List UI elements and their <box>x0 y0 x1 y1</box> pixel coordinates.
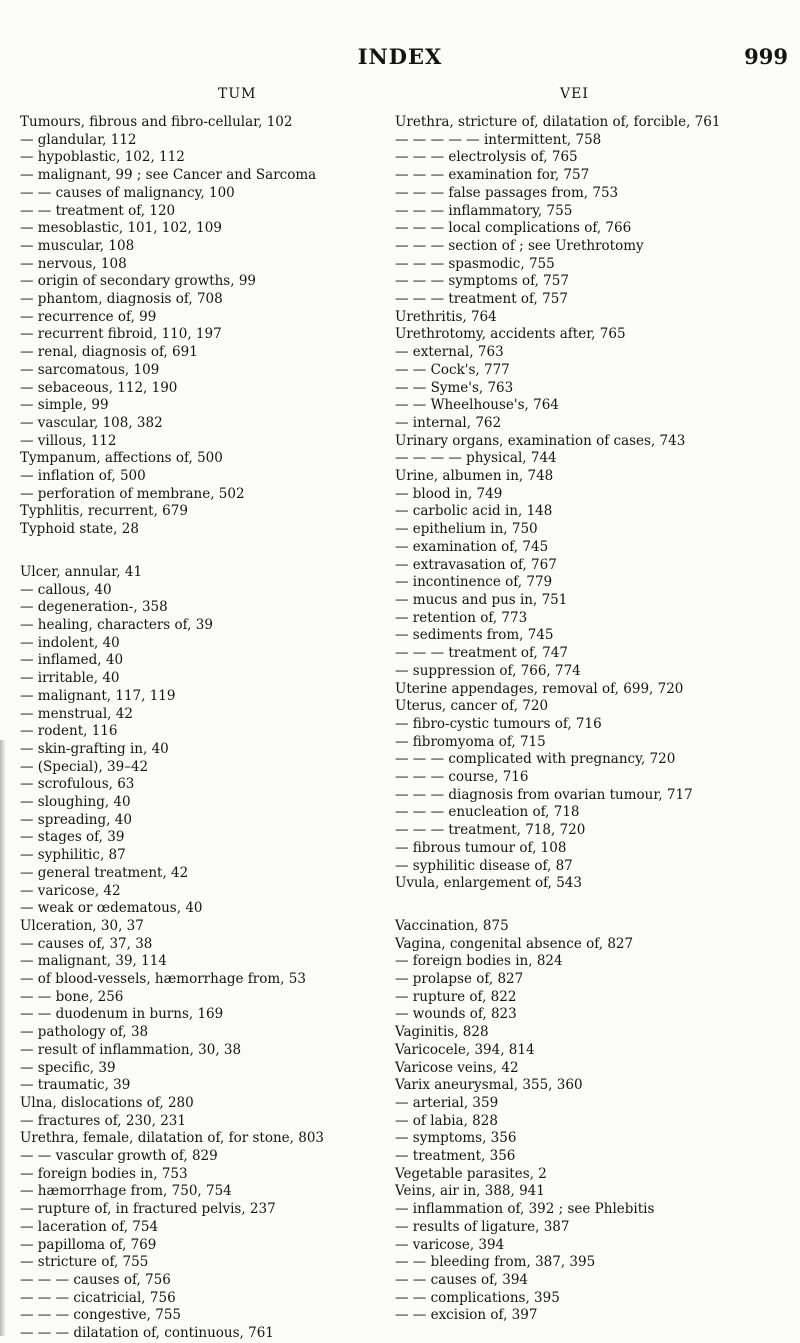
index-entry: — mesoblastic, 101, 102, 109 <box>20 220 222 237</box>
index-entry: — villous, 112 <box>20 432 117 449</box>
index-entry: — — causes of malignancy, 100 <box>20 184 235 201</box>
index-entry: Veins, air in, 388, 941 <box>395 1183 545 1200</box>
index-entry: — of labia, 828 <box>395 1112 498 1129</box>
index-entry: — — — congestive, 755 <box>20 1307 182 1324</box>
index-entry: — — Wheelhouse's, 764 <box>395 397 559 414</box>
index-entry: — varicose, 42 <box>20 882 121 899</box>
index-entry: — — — symptoms of, 757 <box>395 273 569 290</box>
index-entry: — — excision of, 397 <box>395 1307 538 1324</box>
index-entry: — — treatment of, 120 <box>20 202 176 219</box>
left-column-head: TUM <box>218 86 257 102</box>
index-entry: — blood in, 749 <box>395 485 503 502</box>
index-entry: — degeneration-, 358 <box>20 599 168 616</box>
index-entry: Urethrotomy, accidents after, 765 <box>395 326 626 343</box>
index-entry: — rupture of, 822 <box>395 988 517 1005</box>
index-entry: — rodent, 116 <box>20 723 118 740</box>
index-entry: — retention of, 773 <box>395 609 528 626</box>
index-entry: — — — — physical, 744 <box>395 450 557 467</box>
index-entry: Tympanum, affections of, 500 <box>20 450 223 467</box>
page-edge-shadow <box>0 740 6 1336</box>
index-entry: — — — — — intermittent, 758 <box>395 131 602 148</box>
index-entry: — suppression of, 766, 774 <box>395 662 581 679</box>
index-entry: — (Special), 39–42 <box>20 758 149 775</box>
index-entry: — vascular, 108, 382 <box>20 414 163 431</box>
index-entry: — — — enucleation of, 718 <box>395 804 580 821</box>
index-entry: — — — inflammatory, 755 <box>395 202 573 219</box>
index-entry: — causes of, 37, 38 <box>20 935 153 952</box>
index-entry: — inflammation of, 392 ; see Phlebitis <box>395 1201 655 1218</box>
index-entry: — — — false passages from, 753 <box>395 184 619 201</box>
index-entry: — — — examination for, 757 <box>395 167 590 184</box>
index-entry: — glandular, 112 <box>20 131 137 148</box>
index-entry: — — — treatment of, 747 <box>395 645 568 662</box>
index-entry: Vagina, congenital absence of, 827 <box>395 935 634 952</box>
index-entry: — — — cicatricial, 756 <box>20 1289 176 1306</box>
index-entry: — scrofulous, 63 <box>20 776 135 793</box>
index-entry: Varicocele, 394, 814 <box>395 1041 535 1058</box>
index-entry: Ulna, dislocations of, 280 <box>20 1094 194 1111</box>
section-gap <box>395 893 785 918</box>
index-entry: — inflation of, 500 <box>20 468 146 485</box>
left-index-column <box>20 114 380 1343</box>
index-entry: — general treatment, 42 <box>20 864 189 881</box>
index-entry: — results of ligature, 387 <box>395 1218 570 1235</box>
index-entry: — traumatic, 39 <box>20 1077 131 1094</box>
index-entry: Urinary organs, examination of cases, 743 <box>395 432 686 449</box>
index-entry: — wounds of, 823 <box>395 1006 517 1023</box>
index-entry: — muscular, 108 <box>20 237 135 254</box>
index-entry: — weak or œdematous, 40 <box>20 900 203 917</box>
index-entry: — — — spasmodic, 755 <box>395 255 555 272</box>
section-gap <box>20 539 380 564</box>
index-entry: — fractures of, 230, 231 <box>20 1112 186 1129</box>
index-entry: — spreading, 40 <box>20 811 132 828</box>
index-entry: — — bone, 256 <box>20 988 124 1005</box>
index-entry: — indolent, 40 <box>20 634 120 651</box>
index-entry: — syphilitic disease of, 87 <box>395 857 573 874</box>
index-entry: — healing, characters of, 39 <box>20 616 213 633</box>
index-entry: — fibromyoma of, 715 <box>395 733 546 750</box>
running-head: INDEX <box>357 44 443 69</box>
index-entry: — hypoblastic, 102, 112 <box>20 149 185 166</box>
index-entry: Vaccination, 875 <box>395 917 509 934</box>
index-entry: Urethra, stricture of, dilatation of, forcible, 761 <box>395 114 721 130</box>
index-entry: — epithelium in, 750 <box>395 521 538 538</box>
index-entry: — — Syme's, 763 <box>395 379 514 396</box>
index-entry: — mucus and pus in, 751 <box>395 591 568 608</box>
right-column-head: VEI <box>560 86 589 102</box>
index-entry: — renal, diagnosis of, 691 <box>20 344 198 361</box>
index-entry: — examination of, 745 <box>395 538 549 555</box>
index-entry: — of blood-vessels, hæmorrhage from, 53 <box>20 971 306 988</box>
index-entry: — malignant, 99 ; see Cancer and Sarcoma <box>20 167 317 184</box>
index-entry: — sarcomatous, 109 <box>20 361 160 378</box>
index-entry: — result of inflammation, 30, 38 <box>20 1041 242 1058</box>
index-entry: — — — dilatation of, continuous, 761 <box>20 1325 274 1342</box>
index-entry: — skin-grafting in, 40 <box>20 740 169 757</box>
index-entry: — perforation of membrane, 502 <box>20 485 245 502</box>
index-entry: — fibro-cystic tumours of, 716 <box>395 715 602 732</box>
right-index-column <box>395 114 785 1325</box>
index-entry: Tumours, fibrous and fibro-cellular, 102 <box>20 114 293 130</box>
index-entry: — — — section of ; see Urethrotomy <box>395 237 644 254</box>
index-entry: — — Cock's, 777 <box>395 361 510 378</box>
index-entry: — simple, 99 <box>20 397 109 414</box>
page-number: 999 <box>744 44 788 69</box>
index-entry: Typhoid state, 28 <box>20 521 139 538</box>
index-entry: — prolapse of, 827 <box>395 971 524 988</box>
index-entry: — malignant, 39, 114 <box>20 953 167 970</box>
index-entry: — sebaceous, 112, 190 <box>20 379 178 396</box>
index-entry: — — bleeding from, 387, 395 <box>395 1254 596 1271</box>
index-entry: Ulcer, annular, 41 <box>20 563 143 580</box>
index-entry: — stricture of, 755 <box>20 1254 149 1271</box>
index-entry: — — — local complications of, 766 <box>395 220 632 237</box>
index-entry: — phantom, diagnosis of, 708 <box>20 291 223 308</box>
index-entry: — irritable, 40 <box>20 670 120 687</box>
index-entry: — carbolic acid in, 148 <box>395 503 553 520</box>
index-entry: — rupture of, in fractured pelvis, 237 <box>20 1201 276 1218</box>
index-entry: — menstrual, 42 <box>20 705 133 722</box>
index-entry: — foreign bodies in, 753 <box>20 1165 188 1182</box>
index-entry: — — duodenum in burns, 169 <box>20 1006 224 1023</box>
index-entry: — external, 763 <box>395 344 504 361</box>
index-entry: — sediments from, 745 <box>395 627 554 644</box>
index-entry: Urethritis, 764 <box>395 308 497 325</box>
index-entry: — symptoms, 356 <box>395 1130 517 1147</box>
index-entry: — stages of, 39 <box>20 829 125 846</box>
index-entry: — — — treatment, 718, 720 <box>395 822 586 839</box>
index-entry: — internal, 762 <box>395 414 502 431</box>
index-entry: — nervous, 108 <box>20 255 127 272</box>
index-entry: Varicose veins, 42 <box>395 1059 519 1076</box>
index-entry: — — — causes of, 756 <box>20 1272 171 1288</box>
index-entry: — sloughing, 40 <box>20 794 131 811</box>
index-entry: — laceration of, 754 <box>20 1218 159 1235</box>
index-entry: Vegetable parasites, 2 <box>395 1165 547 1182</box>
index-entry: Ulceration, 30, 37 <box>20 917 144 934</box>
index-entry: — — causes of, 394 <box>395 1272 529 1288</box>
index-entry: — callous, 40 <box>20 581 112 598</box>
index-entry: — origin of secondary growths, 99 <box>20 273 256 290</box>
index-entry: — papilloma of, 769 <box>20 1236 157 1253</box>
index-entry: — recurrence of, 99 <box>20 308 157 325</box>
index-entry: Uterus, cancer of, 720 <box>395 698 549 715</box>
index-entry: — varicose, 394 <box>395 1236 505 1253</box>
index-entry: Uterine appendages, removal of, 699, 720 <box>395 680 684 697</box>
index-entry: — arterial, 359 <box>395 1094 499 1111</box>
index-entry: — — — treatment of, 757 <box>395 291 568 308</box>
index-entry: — fibrous tumour of, 108 <box>395 839 567 856</box>
index-entry: Urine, albumen in, 748 <box>395 468 554 485</box>
index-entry: — incontinence of, 779 <box>395 574 553 591</box>
index-entry: — — — electrolysis of, 765 <box>395 149 578 166</box>
index-entry: — — — diagnosis from ovarian tumour, 717 <box>395 786 693 803</box>
index-entry: Urethra, female, dilatation of, for stone, 803 <box>20 1130 325 1147</box>
index-entry: — hæmorrhage from, 750, 754 <box>20 1183 232 1200</box>
index-entry: — recurrent fibroid, 110, 197 <box>20 326 222 343</box>
index-entry: — syphilitic, 87 <box>20 847 126 864</box>
index-entry: — foreign bodies in, 824 <box>395 953 563 970</box>
index-entry: — — complications, 395 <box>395 1289 560 1306</box>
index-entry: Uvula, enlargement of, 543 <box>395 875 582 892</box>
index-entry: — specific, 39 <box>20 1059 116 1076</box>
index-entry: — treatment, 356 <box>395 1148 516 1165</box>
index-entry: — inflamed, 40 <box>20 652 124 669</box>
index-entry: — — — course, 716 <box>395 769 529 786</box>
index-entry: — extravasation of, 767 <box>395 556 557 573</box>
index-entry: Vaginitis, 828 <box>395 1024 489 1041</box>
index-entry: — pathology of, 38 <box>20 1024 149 1041</box>
index-entry: — — — complicated with pregnancy, 720 <box>395 751 676 768</box>
index-entry: — malignant, 117, 119 <box>20 687 176 704</box>
index-entry: — — vascular growth of, 829 <box>20 1148 218 1165</box>
index-entry: Typhlitis, recurrent, 679 <box>20 503 188 520</box>
index-entry: Varix aneurysmal, 355, 360 <box>395 1077 583 1094</box>
